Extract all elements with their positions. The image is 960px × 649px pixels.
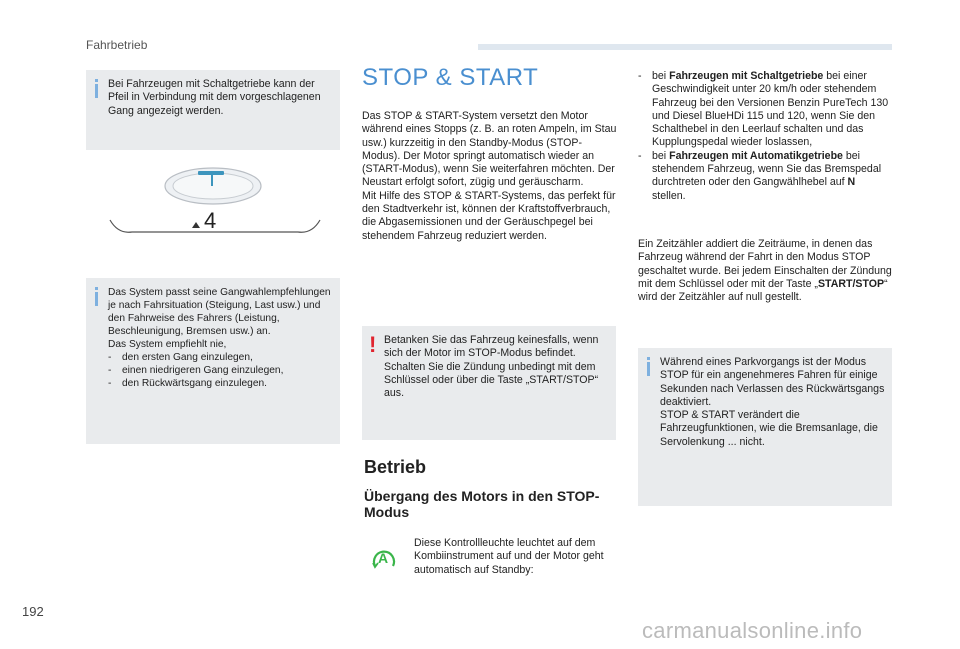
- gear-indicator-illustration: [108, 160, 322, 242]
- info-icon-dot: [95, 79, 98, 82]
- info-icon: [95, 84, 98, 98]
- section-heading: Betrieb: [364, 457, 427, 477]
- gear-up-arrow-icon: [192, 222, 200, 228]
- gear-number: 4: [204, 208, 217, 233]
- warning-icon: !: [369, 332, 377, 357]
- list-item: - den ersten Gang einzulegen,: [108, 351, 338, 364]
- warning-text: Betanken Sie das Fahrzeug keinesfalls, wenn sich der Motor im STOP-Modus befindet. Schalten Sie die Zündung unbedingt mit dem Schlüssel oder über die Taste „START/STOP“ aus.: [384, 334, 599, 400]
- info-text: STOP & START verändert die Fahrzeugfunktionen, wie die Bremsanlage, die Servolenkung ... nicht.: [660, 409, 878, 448]
- intro-paragraph: Das STOP & START-System versetzt den Motor während eines Stopps (z. B. an roten Ampeln, im Stau usw.) kurzzeitig in den Standby-Modus (STOP-Modus). Der Motor springt automatisch wieder an (START-Modus), wenn Sie weiterfahren möchten. Der Neustart erfolgt sofort, zügig und geräuscharm.: [362, 110, 617, 189]
- info-text: Bei Fahrzeugen mit Schaltgetriebe kann der Pfeil in Verbindung mit dem vorgeschlagenen Gang angezeigt werden.: [108, 78, 321, 117]
- info-icon: [95, 292, 98, 306]
- stop-conditions-list: [638, 70, 890, 203]
- stop-start-lamp-icon: [371, 545, 397, 571]
- info-text: Das System passt seine Gangwahlempfehlungen je nach Fahrsituation (Steigung, Last usw.) und den Fahrweise des Fahrers (Leistung, Beschleunigung, Bremsen usw.) an.: [108, 287, 331, 337]
- header-bar: [478, 44, 892, 50]
- info-icon-dot: [95, 287, 98, 290]
- time-counter-paragraph: Ein Zeitzähler addiert die Zeiträume, in denen das Fahrzeug während der Fahrt in den Modus STOP geschaltet wurde. Bei jedem Einschalten der Zündung mit dem Schlüssel oder mit der Taste „START/STOP“ wird der Zeitzähler auf null gestellt.: [638, 238, 892, 304]
- section-label: Fahrbetrieb: [86, 38, 148, 52]
- subsection-heading: Übergang des Motors in den STOP-Modus: [364, 488, 600, 520]
- info-icon-dot: [647, 357, 650, 360]
- benefit-paragraph: Mit Hilfe des STOP & START-Systems, das perfekt für den Stadtverkehr ist, können der Kraftstoffverbrauch, die Abgasemissionen und der Geräuschpegel bei stehendem Fahrzeug reduziert werden.: [362, 189, 616, 242]
- page-number: 192: [22, 604, 44, 619]
- info-icon: [647, 362, 650, 376]
- list-item: - einen niedrigeren Gang einzulegen,: [108, 364, 338, 377]
- recommend-list: [108, 351, 338, 390]
- list-item: - bei Fahrzeugen mit Automatikgetriebe bei stehendem Fahrzeug, wenn Sie das Bremspedal durchtreten oder den Gangwählhebel auf N stellen.: [638, 150, 890, 203]
- list-item: - bei Fahrzeugen mit Schaltgetriebe bei einer Geschwindigkeit unter 20 km/h oder stehendem Fahrzeug bei den Versionen Benzin PureTech 130 und Diesel BlueHDi 115 und 120, wenn Sie den Schalthebel in den Leerlauf schalten und das Kupplungspedal wieder loslassen,: [638, 70, 890, 150]
- info-box-gear-recommend: [86, 278, 340, 444]
- info-box-parking: [638, 348, 892, 506]
- list-item: - den Rückwärtsgang einzulegen.: [108, 377, 338, 390]
- lamp-description: Diese Kontrollleuchte leuchtet auf dem Kombiinstrument auf und der Motor geht automatisch auf Standby:: [414, 537, 604, 576]
- warning-box: [362, 326, 616, 440]
- page-title: STOP & START: [362, 64, 539, 91]
- watermark: carmanualsonline.info: [642, 618, 863, 643]
- info-text: Das System empfiehlt nie,: [108, 339, 227, 350]
- info-text: Während eines Parkvorgangs ist der Modus STOP für ein angenehmeres Fahren für einige Sekunden nach Verlassen des Rückwärtsgangs deaktiviert.: [660, 356, 885, 408]
- lamp-letter: A: [378, 550, 389, 566]
- info-box-gear-arrow: [86, 70, 340, 150]
